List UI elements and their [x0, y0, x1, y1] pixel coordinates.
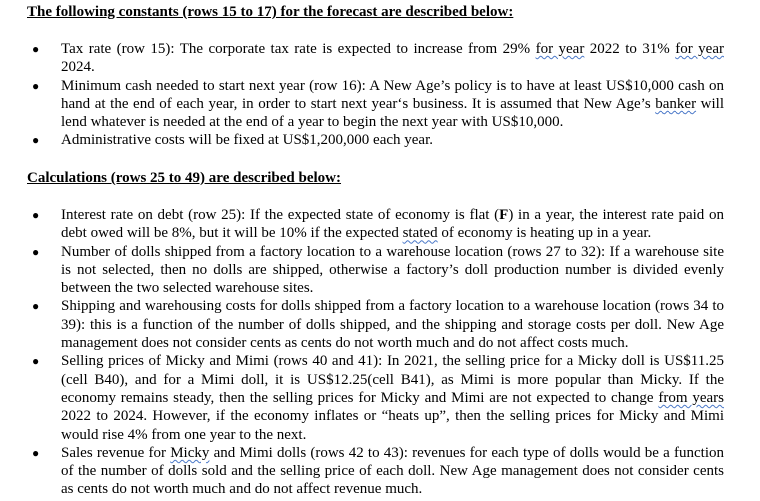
- bullet-icon: ●: [32, 445, 40, 460]
- spelling-flag[interactable]: for year: [535, 41, 585, 57]
- list-item-tax-rate: ● Tax rate (row 15): The corporate tax rate is expected to increase from 29% for year 2022 to 31% for year 2024.: [32, 41, 724, 76]
- constants-heading: The following constants (rows 15 to 17) for the forecast are described below:: [27, 4, 514, 20]
- bullet-icon: ●: [32, 208, 40, 222]
- list-item-interest-rate: ● Interest rate on debt (row 25): If the expected state of economy is flat (F) in a year, the interest rate paid on debt owed will be 8%, but it will be 10% if the expected stated of economy is heating up in a year.: [32, 207, 724, 242]
- constants-list: [27, 40, 724, 150]
- list-item-admin-costs: ● Administrative costs will be fixed at US$1,200,000 each year.: [32, 132, 434, 149]
- calculations-heading: Calculations (rows 25 to 49) are described below:: [27, 170, 342, 186]
- bullet-icon: ●: [32, 244, 40, 259]
- list-item-minimum-cash: ● Minimum cash needed to start next year (row 16): A New Age’s policy is to have at least US$10,000 cash on hand at the end of each year, in order to start next year‘s business. It is assumed that New Age’s banker will lend whatever is needed at the end of a year to begin the next year with US$10,000.: [32, 77, 724, 131]
- list-item-selling-prices: ● Selling prices of Micky and Mimi (rows 40 and 41): In 2021, the selling price for a Micky doll is US$11.25 (cell B40), and for a Mimi doll, it is US$12.25(cell B41), as Mimi is more popular than Micky. If the economy remains steady, then the selling prices for Micky and Mimi are not expected to change from years 2022 to 2024. However, if the economy inflates or “heats up”, then the selling prices for Micky and Mimi would rise 4% from one year to the next.: [32, 353, 724, 443]
- bullet-icon: ●: [32, 299, 40, 314]
- list-item-shipping-costs: ● Shipping and warehousing costs for dolls shipped from a factory location to a warehouse location (rows 34 to 39): this is a function of the number of dolls shipped, and the shipping and storage costs per doll. New Age management does not consider cents as cents do not worth much and do not affect costs much.: [32, 298, 724, 352]
- spelling-flag[interactable]: from years: [658, 389, 724, 406]
- bullet-icon: ●: [32, 78, 40, 93]
- spelling-flag[interactable]: banker: [655, 95, 697, 112]
- calculations-list: [27, 206, 724, 499]
- list-item-dolls-shipped: ● Number of dolls shipped from a factory location to a warehouse location (rows 27 to 32): If a warehouse site is not selected, then no dolls are shipped, otherwise a factory’s doll production number is divided evenly between the two selected warehouse sites.: [32, 243, 724, 297]
- bullet-icon: ●: [32, 354, 40, 369]
- bullet-icon: ●: [32, 42, 40, 56]
- spelling-flag[interactable]: Micky: [170, 444, 210, 461]
- spelling-flag[interactable]: for year: [675, 41, 724, 57]
- spelling-flag[interactable]: stated: [402, 225, 438, 242]
- bullet-icon: ●: [32, 133, 40, 148]
- list-item-sales-revenue: ● Sales revenue for Micky and Mimi dolls (rows 42 to 43): revenues for each type of dolls would be a function of the number of dolls sold and the selling price of each doll. New Age management does not consider cents as cents do not worth much and do not affect revenue much.: [32, 444, 724, 498]
